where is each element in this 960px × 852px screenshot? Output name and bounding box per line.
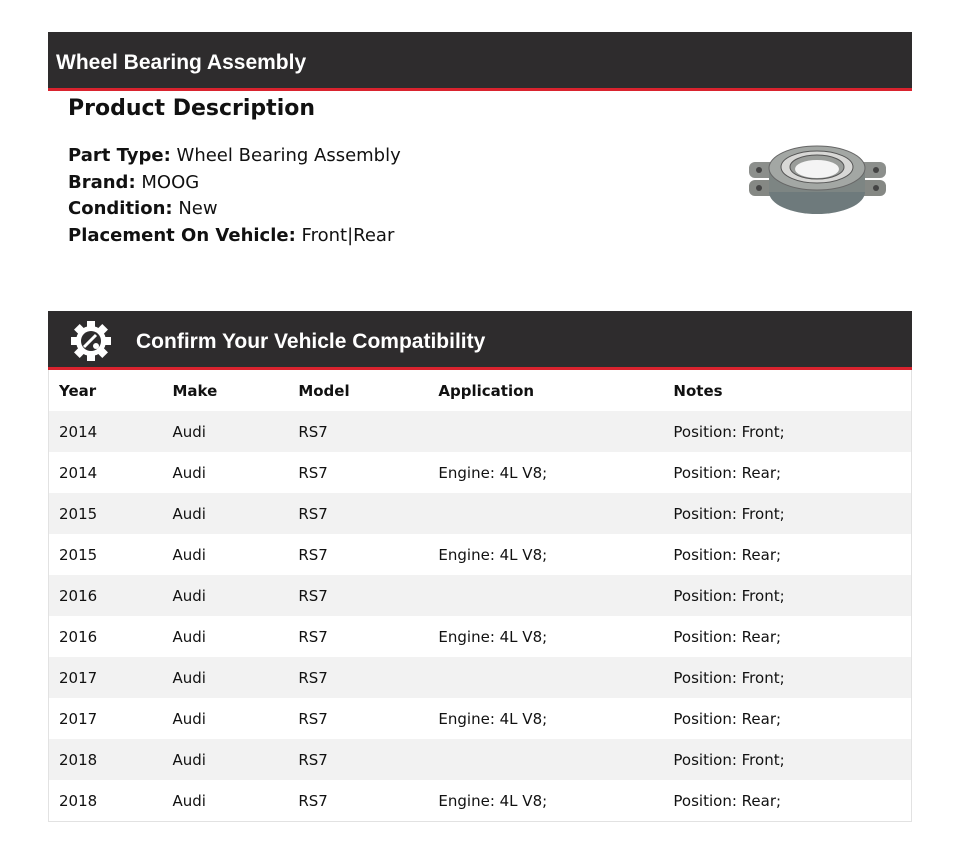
table-cell: RS7	[298, 545, 328, 564]
wheel-bearing-image	[745, 140, 890, 220]
table-cell: Audi	[172, 627, 206, 646]
table-cell: Engine: 4L V8;	[438, 791, 548, 810]
table-cell	[428, 657, 663, 698]
table-cell: RS7	[288, 493, 428, 534]
table-cell: 2014	[49, 411, 163, 452]
table-cell: 2016	[49, 575, 163, 616]
table-cell: 2017	[49, 657, 163, 698]
description-heading: Product Description	[68, 96, 316, 121]
table-cell: RS7	[288, 739, 428, 780]
table-cell: Position: Rear;	[673, 463, 782, 482]
table-cell: Position: Front;	[663, 739, 911, 780]
field-value: MOOG	[141, 171, 200, 193]
table-row	[49, 493, 912, 534]
table-cell: Engine: 4L V8;	[438, 463, 548, 482]
table-row	[49, 534, 912, 575]
table-row	[49, 616, 912, 657]
table-cell: Position: Rear;	[673, 709, 782, 728]
table-row	[49, 780, 912, 822]
description-field	[68, 223, 401, 250]
field-label: Part Type:	[68, 145, 171, 166]
table-cell: 2016	[59, 627, 98, 646]
table-cell: Audi	[162, 411, 288, 452]
field-value: New	[178, 198, 218, 219]
table-cell: Audi	[162, 575, 288, 616]
product-title-bar	[48, 32, 912, 91]
table-cell: RS7	[298, 463, 328, 482]
product-description	[68, 96, 401, 249]
column-header: Notes	[673, 381, 723, 400]
table-row	[49, 452, 912, 493]
table-cell: RS7	[288, 575, 428, 616]
table-cell: Audi	[172, 463, 206, 482]
table-cell: Audi	[162, 657, 288, 698]
table-cell: Engine: 4L V8;	[438, 627, 548, 646]
table-cell: Position: Rear;	[673, 627, 782, 646]
table-cell: RS7	[298, 709, 328, 728]
table-cell: Position: Rear;	[673, 791, 782, 810]
table-cell: 2014	[59, 463, 98, 482]
compatibility-table	[48, 370, 912, 822]
table-cell: 2018	[49, 739, 163, 780]
column-header: Model	[298, 381, 350, 400]
description-field	[68, 143, 401, 170]
table-row	[49, 657, 912, 698]
field-value: Wheel Bearing Assembly	[176, 145, 401, 166]
table-cell: 2015	[49, 493, 163, 534]
table-cell: Audi	[172, 791, 206, 810]
table-cell: RS7	[298, 791, 328, 810]
table-cell	[428, 575, 663, 616]
field-value: Front|Rear	[301, 224, 395, 246]
table-row	[49, 575, 912, 616]
field-label: Condition:	[68, 198, 173, 219]
table-cell	[428, 739, 663, 780]
table-cell: Position: Rear;	[673, 545, 782, 564]
column-header: Application	[438, 381, 535, 400]
table-cell: Audi	[162, 493, 288, 534]
table-header-row	[49, 370, 912, 411]
table-row	[49, 411, 912, 452]
table-cell	[428, 493, 663, 534]
compatibility-title: Confirm Your Vehicle Compatibility	[136, 330, 486, 353]
table-cell: Position: Front;	[663, 575, 911, 616]
table-cell: Engine: 4L V8;	[438, 709, 548, 728]
table-cell: 2015	[59, 545, 98, 564]
table-row	[49, 739, 912, 780]
product-title: Wheel Bearing Assembly	[56, 51, 307, 74]
table-cell: Position: Front;	[663, 411, 911, 452]
table-cell: Engine: 4L V8;	[438, 545, 548, 564]
compatibility-title-bar	[48, 311, 912, 370]
gear-wrench-icon	[70, 320, 112, 362]
table-cell: RS7	[288, 657, 428, 698]
table-cell: Audi	[172, 545, 206, 564]
table-cell: 2017	[59, 709, 98, 728]
table-row	[49, 698, 912, 739]
table-cell: RS7	[298, 627, 328, 646]
description-field	[68, 196, 401, 223]
description-field	[68, 170, 401, 197]
table-cell: Position: Front;	[663, 657, 911, 698]
table-cell: 2018	[59, 791, 98, 810]
column-header: Make	[172, 381, 218, 400]
field-label: Placement On Vehicle:	[68, 224, 296, 246]
table-cell: Position: Front;	[663, 493, 911, 534]
column-header: Year	[59, 381, 97, 400]
table-cell: Audi	[162, 739, 288, 780]
table-cell	[428, 411, 663, 452]
field-label: Brand:	[68, 171, 136, 193]
table-cell: RS7	[288, 411, 428, 452]
table-cell: Audi	[172, 709, 206, 728]
